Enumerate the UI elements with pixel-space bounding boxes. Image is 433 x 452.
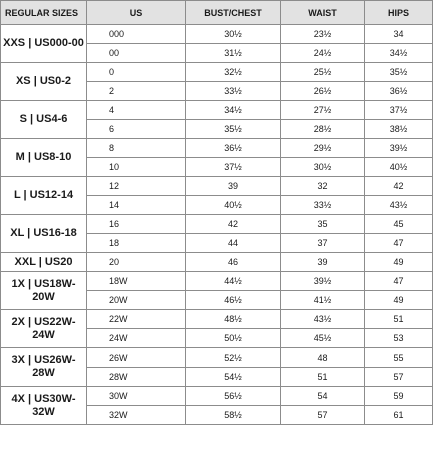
bust-cell: 54½ — [186, 368, 281, 387]
waist-cell: 45½ — [281, 329, 365, 348]
us-cell: 22W — [87, 310, 186, 329]
bust-cell: 32½ — [186, 63, 281, 82]
us-cell: 8 — [87, 139, 186, 158]
waist-cell: 29½ — [281, 139, 365, 158]
bust-cell: 48½ — [186, 310, 281, 329]
us-cell: 20 — [87, 253, 186, 272]
size-label: S | US4-6 — [1, 101, 87, 139]
waist-cell: 30½ — [281, 158, 365, 177]
bust-cell: 58½ — [186, 406, 281, 425]
size-label: 2X | US22W-24W — [1, 310, 87, 348]
us-cell: 000 — [87, 25, 186, 44]
hips-cell: 42 — [365, 177, 433, 196]
waist-cell: 39 — [281, 253, 365, 272]
hips-cell: 35½ — [365, 63, 433, 82]
size-label: L | US12-14 — [1, 177, 87, 215]
hips-cell: 57 — [365, 368, 433, 387]
us-cell: 2 — [87, 82, 186, 101]
size-label: 1X | US18W-20W — [1, 272, 87, 310]
us-cell: 6 — [87, 120, 186, 139]
size-label: 3X | US26W-28W — [1, 348, 87, 387]
us-cell: 00 — [87, 44, 186, 63]
us-cell: 20W — [87, 291, 186, 310]
table-row — [1, 215, 433, 234]
bust-cell: 44 — [186, 234, 281, 253]
waist-cell: 24½ — [281, 44, 365, 63]
waist-cell: 32 — [281, 177, 365, 196]
hips-cell: 39½ — [365, 139, 433, 158]
table-row — [1, 348, 433, 368]
waist-cell: 37 — [281, 234, 365, 253]
bust-cell: 39 — [186, 177, 281, 196]
us-cell: 32W — [87, 406, 186, 425]
bust-cell: 31½ — [186, 44, 281, 63]
bust-cell: 34½ — [186, 101, 281, 120]
us-cell: 12 — [87, 177, 186, 196]
header-regular-sizes: REGULAR SIZES — [1, 1, 87, 25]
bust-cell: 36½ — [186, 139, 281, 158]
waist-cell: 33½ — [281, 196, 365, 215]
table-row — [1, 139, 433, 158]
hips-cell: 49 — [365, 253, 433, 272]
us-cell: 28W — [87, 368, 186, 387]
header-hips: HIPS — [365, 1, 433, 25]
hips-cell: 47 — [365, 272, 433, 291]
waist-cell: 26½ — [281, 82, 365, 101]
waist-cell: 41½ — [281, 291, 365, 310]
bust-cell: 44½ — [186, 272, 281, 291]
waist-cell: 28½ — [281, 120, 365, 139]
size-label: XXS | US000-00 — [1, 25, 87, 63]
hips-cell: 61 — [365, 406, 433, 425]
us-cell: 14 — [87, 196, 186, 215]
waist-cell: 57 — [281, 406, 365, 425]
bust-cell: 40½ — [186, 196, 281, 215]
hips-cell: 53 — [365, 329, 433, 348]
size-label: XXL | US20 — [1, 253, 87, 272]
header-waist: WAIST — [281, 1, 365, 25]
us-cell: 10 — [87, 158, 186, 177]
waist-cell: 25½ — [281, 63, 365, 82]
bust-cell: 46 — [186, 253, 281, 272]
us-cell: 26W — [87, 348, 186, 368]
size-label: XL | US16-18 — [1, 215, 87, 253]
bust-cell: 37½ — [186, 158, 281, 177]
table-row — [1, 253, 433, 272]
table-row — [1, 63, 433, 82]
hips-cell: 45 — [365, 215, 433, 234]
bust-cell: 35½ — [186, 120, 281, 139]
size-label: 4X | US30W-32W — [1, 387, 87, 425]
waist-cell: 51 — [281, 368, 365, 387]
bust-cell: 42 — [186, 215, 281, 234]
bust-cell: 33½ — [186, 82, 281, 101]
hips-cell: 55 — [365, 348, 433, 368]
us-cell: 16 — [87, 215, 186, 234]
table-row — [1, 25, 433, 44]
waist-cell: 48 — [281, 348, 365, 368]
us-cell: 24W — [87, 329, 186, 348]
hips-cell: 43½ — [365, 196, 433, 215]
hips-cell: 51 — [365, 310, 433, 329]
us-cell: 18W — [87, 272, 186, 291]
us-cell: 0 — [87, 63, 186, 82]
bust-cell: 50½ — [186, 329, 281, 348]
waist-cell: 54 — [281, 387, 365, 406]
waist-cell: 39½ — [281, 272, 365, 291]
hips-cell: 47 — [365, 234, 433, 253]
bust-cell: 46½ — [186, 291, 281, 310]
hips-cell: 59 — [365, 387, 433, 406]
hips-cell: 40½ — [365, 158, 433, 177]
table-row — [1, 101, 433, 120]
hips-cell: 38½ — [365, 120, 433, 139]
hips-cell: 34 — [365, 25, 433, 44]
size-label: XS | US0-2 — [1, 63, 87, 101]
bust-cell: 52½ — [186, 348, 281, 368]
waist-cell: 35 — [281, 215, 365, 234]
header-bust-chest: BUST/CHEST — [186, 1, 281, 25]
waist-cell: 27½ — [281, 101, 365, 120]
us-cell: 4 — [87, 101, 186, 120]
bust-cell: 56½ — [186, 387, 281, 406]
hips-cell: 37½ — [365, 101, 433, 120]
hips-cell: 36½ — [365, 82, 433, 101]
waist-cell: 43½ — [281, 310, 365, 329]
table-row — [1, 310, 433, 329]
hips-cell: 34½ — [365, 44, 433, 63]
waist-cell: 23½ — [281, 25, 365, 44]
us-cell: 18 — [87, 234, 186, 253]
table-row — [1, 177, 433, 196]
table-row — [1, 272, 433, 291]
table-row — [1, 387, 433, 406]
size-label: M | US8-10 — [1, 139, 87, 177]
header-row — [1, 1, 433, 25]
hips-cell: 49 — [365, 291, 433, 310]
size-table-body — [1, 25, 433, 425]
header-us: US — [87, 1, 186, 25]
bust-cell: 30½ — [186, 25, 281, 44]
us-cell: 30W — [87, 387, 186, 406]
